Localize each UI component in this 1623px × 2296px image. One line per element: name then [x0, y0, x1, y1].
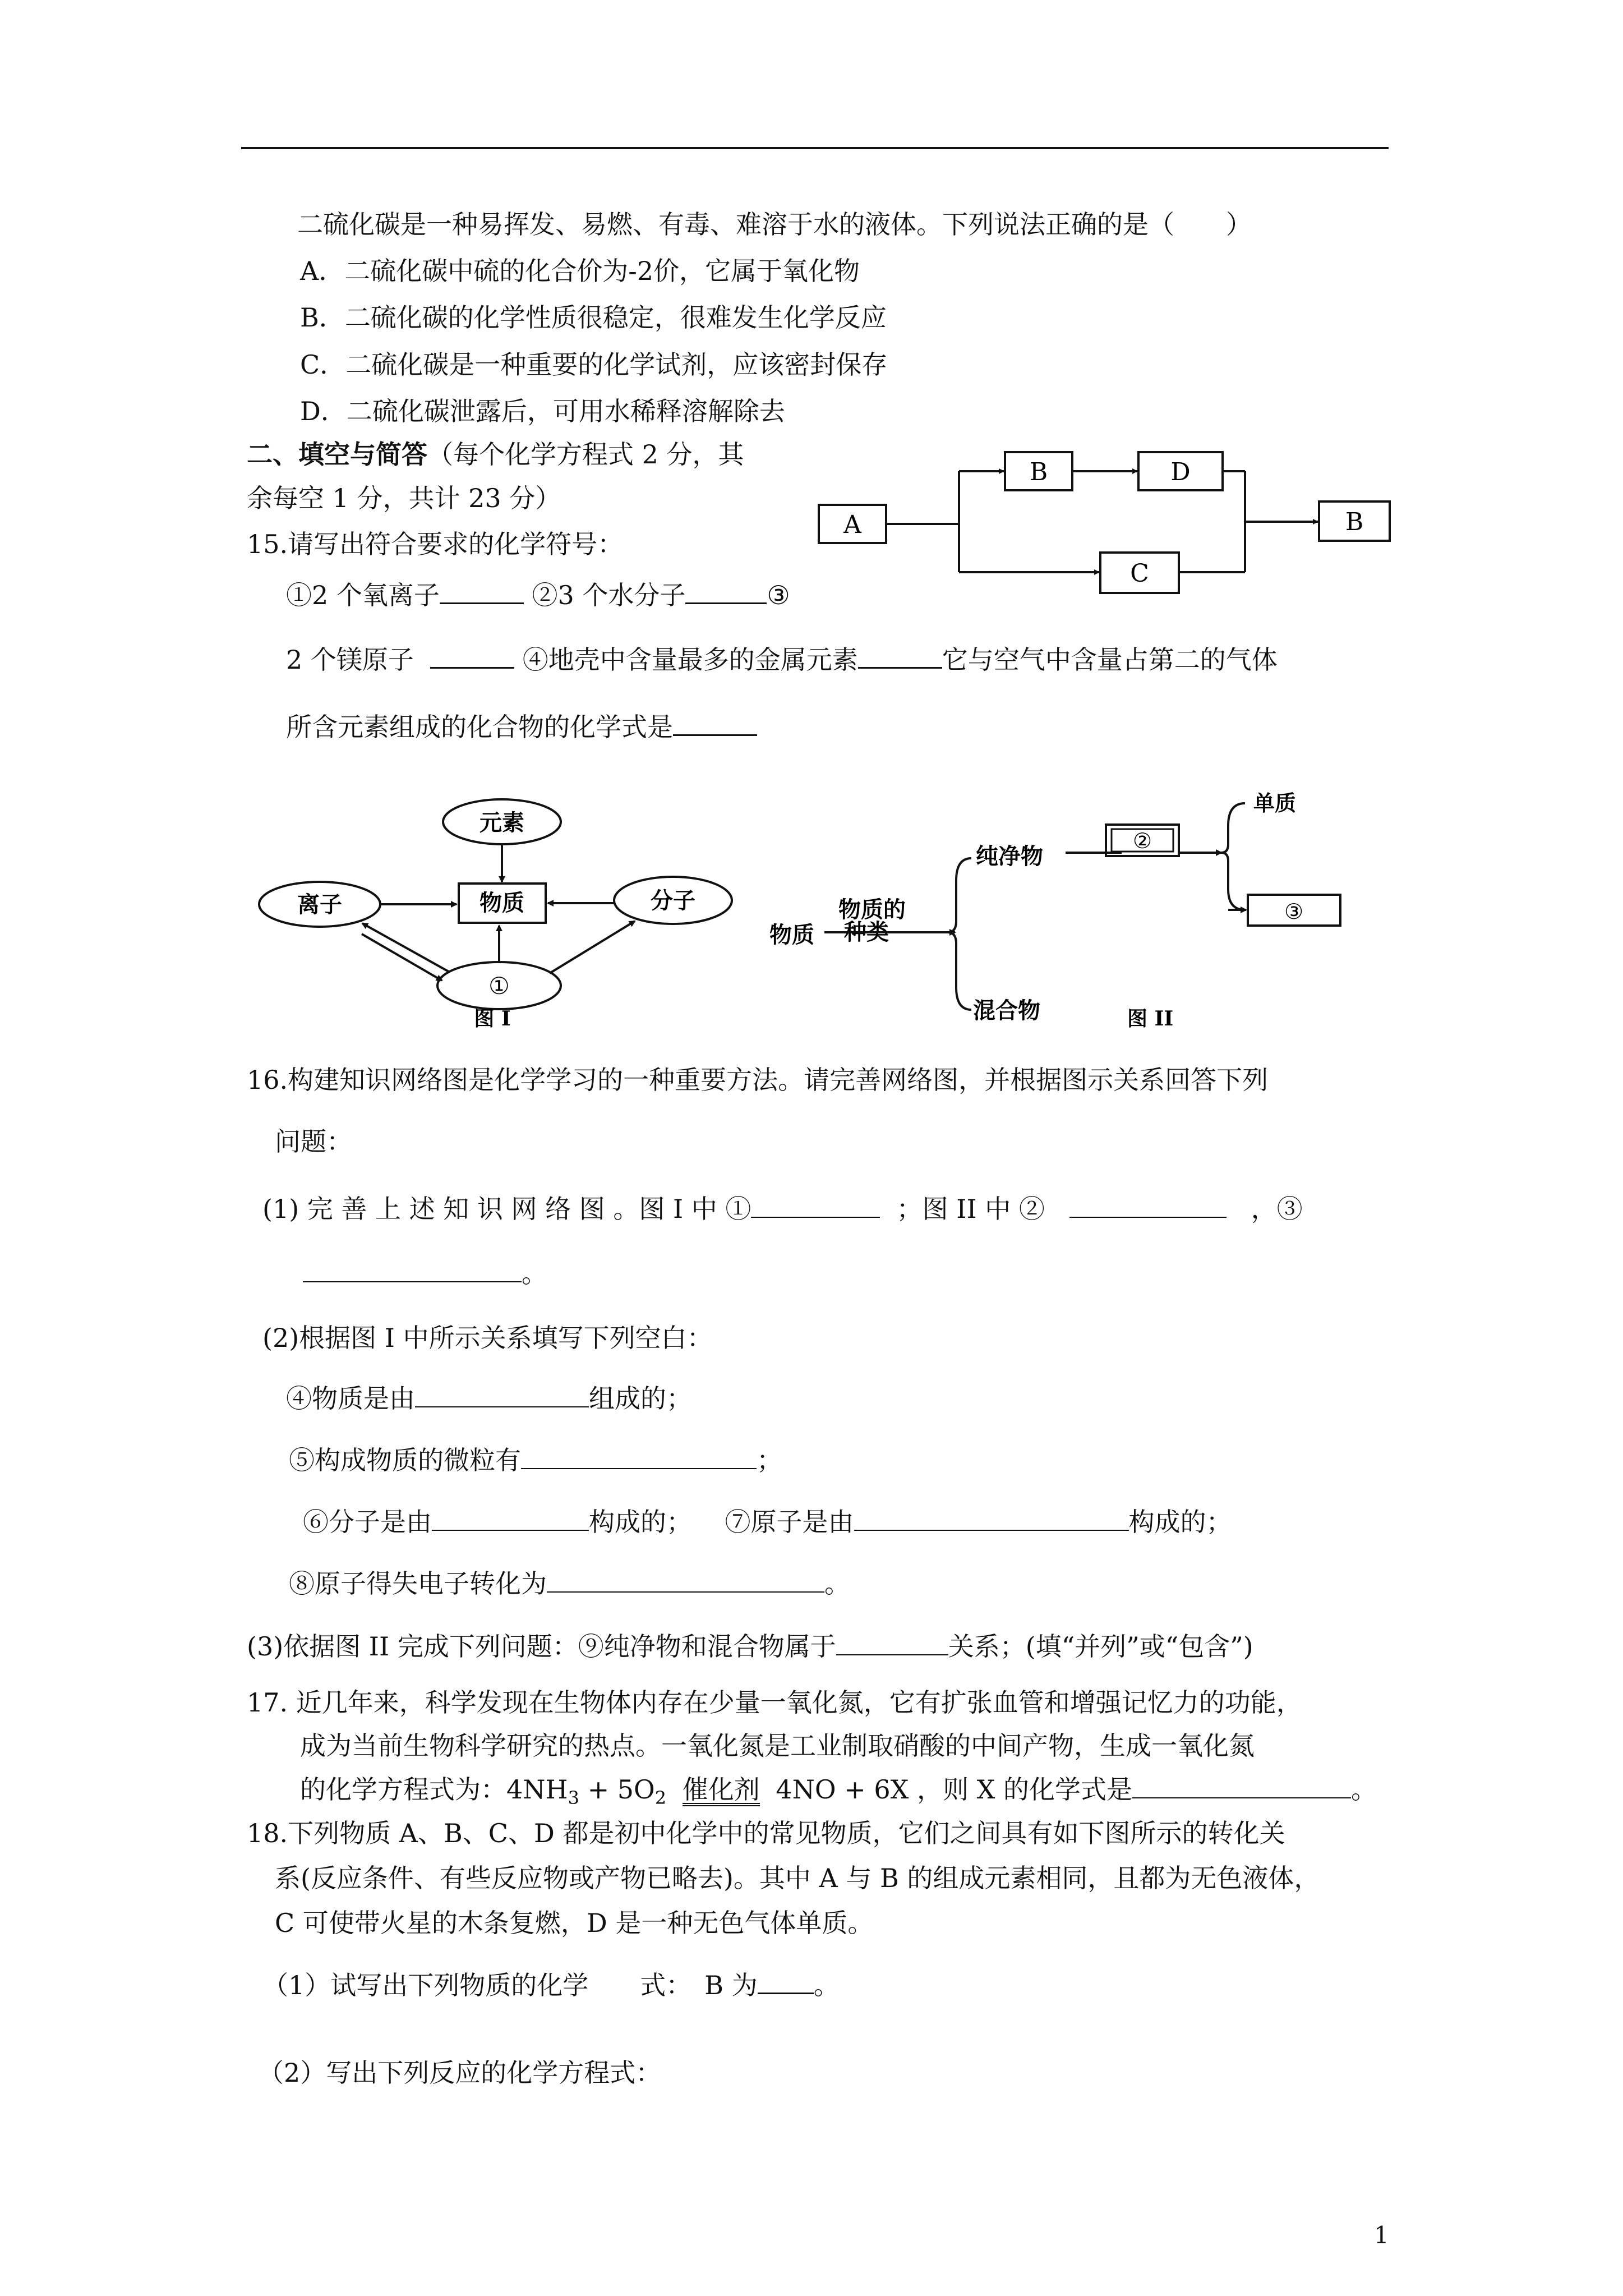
fig2-box-2 [1106, 825, 1179, 856]
q14-option-c: C．二硫化碳是一种重要的化学试剂，应该密封保存 [300, 349, 888, 380]
q16-sub8 [289, 1567, 850, 1600]
q16-sub7-lead: ⑦原子是由 [725, 1507, 854, 1537]
node-b [1005, 452, 1072, 490]
q16-stem-1: 16.构建知识网络图是化学学习的一种重要方法。请完善网络图，并根据图示关系回答下列 [247, 1065, 1269, 1095]
q18-line2: 系(反应条件、有些反应物或产物已略去)。其中 A 与 B 的组成元素相同，且都为无色液体， [275, 1863, 1320, 1893]
q15-line3 [286, 710, 757, 744]
q16-blank-3[interactable] [303, 1257, 522, 1282]
q17-catalyst: 催化剂 [683, 1776, 760, 1806]
figure-1 [258, 791, 763, 1032]
q16-sub4-tail: 组成的； [589, 1383, 692, 1414]
q16-part1 [262, 1192, 1303, 1226]
fig2-box-2-label: ② [1132, 829, 1152, 853]
fig2-box-3-label: ③ [1284, 899, 1304, 924]
q15-blank-2[interactable] [685, 578, 767, 604]
q16-part1-end: 。 [522, 1258, 547, 1289]
q16-part1-lead: (1) 完 善 上 述 知 识 网 络 图 。图 I 中 ① [262, 1194, 751, 1224]
fig2-substance-label: 物质 [769, 922, 814, 948]
q16-part1-tail: ，③ [1251, 1194, 1303, 1224]
q16-sub8-lead: ⑧原子得失电子转化为 [289, 1568, 547, 1599]
q16-sub5-tail: ； [757, 1445, 782, 1475]
fig1-molecule-label: 分子 [651, 887, 695, 914]
node-b-label: B [1029, 458, 1048, 486]
q17-eq-part-c: 4NO + 6X ，则 X 的化学式是 [767, 1774, 1133, 1805]
q15-blank-5[interactable] [673, 710, 757, 736]
q16-blank-1[interactable] [751, 1192, 880, 1218]
fig2-kind-label-1: 物质的 [838, 896, 906, 923]
q15-stem: 15.请写出符合要求的化学符号： [247, 529, 624, 559]
q18-line1: 18.下列物质 A、B、C、D 都是初中化学中的常见物质，它们之间具有如下图所示的转化关 [247, 1818, 1285, 1848]
figure-2 [763, 780, 1408, 1032]
node-b-final [1319, 501, 1390, 541]
fig2-caption: 图 II [1127, 1007, 1174, 1030]
q18-line3: C 可使带火星的木条复燃，D 是一种无色气体单质。 [275, 1908, 874, 1938]
q18-part1 [262, 1968, 840, 2002]
q16-sub4-lead: ④物质是由 [286, 1383, 415, 1414]
fig1-ion-node [259, 882, 380, 927]
header-rule [241, 147, 1389, 149]
q18-part1-end: 。 [813, 1970, 840, 2000]
node-d-label: D [1170, 458, 1191, 486]
q16-part1-cont [303, 1257, 547, 1290]
node-d [1138, 452, 1223, 490]
q16-sub6-tail: 构成的； [589, 1507, 692, 1537]
q15-metal-element: ④地壳中含量最多的金属元素 [522, 645, 858, 675]
fig2-mixture-label: 混合物 [973, 997, 1040, 1024]
fig1-circle-label: ① [488, 972, 510, 1000]
section-title: 二、填空与简答 [247, 439, 427, 470]
q17-eq-sub-2: 2 [654, 1787, 667, 1809]
q15-mark-3: ③ [767, 580, 790, 610]
q15-blank-3[interactable] [430, 642, 514, 669]
q17-blank[interactable] [1132, 1773, 1351, 1798]
q15-oxygen-ion: ①2 个氧离子 [286, 580, 440, 610]
q16-sub4 [286, 1382, 692, 1415]
q18-blank-1[interactable] [758, 1968, 814, 1994]
section-note-1: （每个化学方程式 2 分，其 [427, 439, 744, 470]
fig1-molecule-node [614, 877, 732, 924]
node-c-label: C [1130, 559, 1149, 588]
q15-line1 [286, 578, 790, 612]
q16-stem-2: 问题： [275, 1126, 352, 1157]
q16-sub5-lead: ⑤构成物质的微粒有 [289, 1445, 521, 1475]
fig2-kind-label-2: 种类 [844, 919, 889, 945]
node-a-label: A [843, 510, 861, 539]
q14-option-b: B．二硫化碳的化学性质很稳定，很难发生化学反应 [300, 302, 887, 333]
fig1-element-label: 元素 [479, 809, 524, 836]
q16-part1-mid: ；图 II 中 ② [896, 1194, 1045, 1224]
page-number: 1 [1374, 2221, 1389, 2249]
flow-diagram [813, 443, 1402, 606]
q17-eq-sub-1: 3 [568, 1787, 579, 1809]
fig2-simple-label: 单质 [1253, 790, 1297, 816]
q14-option-a: A．二硫化碳中硫的化合价为-2价，它属于氧化物 [300, 256, 860, 286]
q16-part3 [247, 1630, 1253, 1663]
q17-eq-end: 。 [1351, 1774, 1377, 1805]
q16-part2: (2)根据图 I 中所示关系填写下列空白： [262, 1323, 713, 1353]
q14-option-d: D．二硫化碳泄露后，可用水稀释溶解除去 [300, 396, 785, 426]
section-heading [247, 438, 744, 471]
fig1-substance-label: 物质 [479, 890, 524, 916]
fig2-box-3 [1248, 895, 1340, 926]
q16-sub5 [289, 1443, 782, 1477]
q17-line1: 17. 近几年来，科学发现在生物体内存在少量一氧化氮，它有扩张血管和增强记忆力的功能， [247, 1687, 1302, 1718]
q16-blank-9[interactable] [836, 1630, 948, 1655]
q16-part3-lead: (3)依据图 II 完成下列问题：⑨纯净物和混合物属于 [247, 1631, 836, 1662]
fig1-caption: 图 I [474, 1007, 511, 1030]
q15-water-molecule: ②3 个水分子 [532, 580, 686, 610]
q15-second-gas: 它与空气中含量占第二的气体 [942, 645, 1278, 675]
q16-blank-4[interactable] [415, 1382, 589, 1407]
q16-part3-tail: 关系；(填“并列”或“包含”) [948, 1631, 1253, 1662]
q16-blank-7[interactable] [854, 1505, 1129, 1531]
q15-blank-1[interactable] [440, 578, 524, 604]
fig1-circle-node [437, 962, 561, 1009]
q15-compound: 所含元素组成的化合物的化学式是 [286, 712, 673, 742]
q16-sub8-tail: 。 [824, 1568, 850, 1599]
q15-line2 [286, 642, 1278, 677]
fig1-substance-node [459, 884, 546, 923]
fig1-ion-label: 离子 [297, 891, 342, 918]
q17-equation-line [300, 1773, 1377, 1815]
q16-sub6-lead: ⑥分子是由 [303, 1507, 432, 1537]
fig2-pure-label: 纯净物 [976, 843, 1043, 869]
q16-blank-2[interactable] [1069, 1192, 1227, 1218]
node-a [819, 505, 886, 543]
q17-eq-part-a: 的化学方程式为：4NH [300, 1774, 568, 1805]
section-note-2: 余每空 1 分，共计 23 分） [247, 483, 561, 513]
q18-part1-lead: （1）试写出下列物质的化学 式： B 为 [262, 1970, 758, 2000]
q16-sub67 [303, 1505, 1232, 1539]
q17-line2: 成为当前生物科学研究的热点。一氧化氮是工业制取硝酸的中间产物，生成一氧化氮 [300, 1731, 1255, 1761]
q16-sub7-tail: 构成的； [1128, 1507, 1232, 1537]
q16-blank-6[interactable] [432, 1505, 589, 1531]
q16-blank-5[interactable] [521, 1443, 757, 1469]
q15-magnesium: 2 个镁原子 [286, 645, 414, 675]
node-b-final-label: B [1345, 508, 1364, 536]
node-c [1100, 553, 1179, 593]
q16-blank-8[interactable] [547, 1567, 824, 1593]
q14-stem: 二硫化碳是一种易挥发、易燃、有毒、难溶于水的液体。下列说法正确的是（ ） [297, 209, 1252, 240]
q18-part2: （2）写出下列反应的化学方程式： [258, 2058, 662, 2088]
q17-eq-part-b: + 5O [579, 1774, 655, 1805]
q15-blank-4[interactable] [858, 642, 942, 669]
fig1-element-node [443, 799, 561, 844]
